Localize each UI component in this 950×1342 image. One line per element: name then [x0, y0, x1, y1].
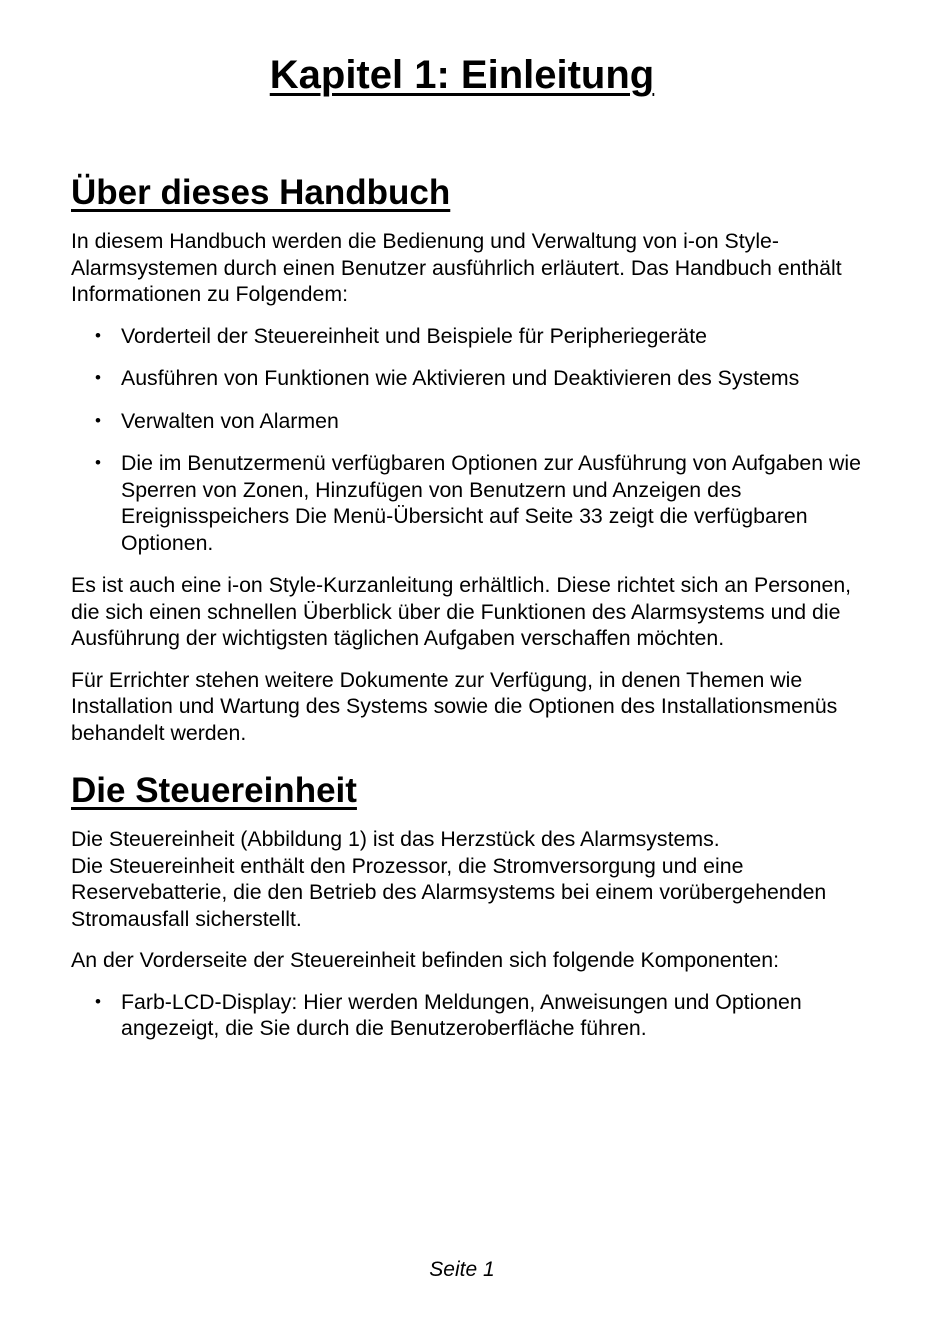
manual-contents-list — [71, 323, 871, 557]
list-item — [71, 365, 871, 392]
front-components-paragraph: An der Vorderseite der Steuereinheit befinden sich folgende Komponenten: — [71, 948, 780, 972]
list-item-text: Ausführen von Funktionen wie Aktivieren und Deaktivieren des Systems — [121, 366, 800, 390]
section-about-manual — [71, 168, 871, 746]
chapter-title: Kapitel 1: Einleitung — [269, 53, 655, 97]
list-item — [71, 323, 871, 350]
control-unit-paragraph-rest: Die Steuereinheit enthält den Prozessor, die Stromversorgung und eine Reservebatterie, die den Betrieb des Alarmsystems bei einem vorübergehenden Stromausfall sicherstellt. — [71, 853, 827, 931]
bullet-icon: • — [95, 453, 101, 472]
control-unit-paragraph — [71, 826, 871, 932]
list-item — [71, 450, 871, 556]
bullet-icon: • — [95, 410, 101, 430]
bullet-icon: • — [95, 368, 101, 387]
control-unit-paragraph-line1: Die Steuereinheit (Abbildung 1) ist das Herzstück des Alarmsystems. — [71, 827, 720, 851]
section-heading-control-unit: Die Steuereinheit — [71, 771, 357, 810]
section-control-unit — [71, 766, 871, 1042]
bullet-icon: • — [95, 325, 101, 345]
list-item-text: Vorderteil der Steuereinheit und Beispiele für Peripheriegeräte — [121, 323, 708, 348]
section-heading-about-manual: Über dieses Handbuch — [71, 173, 451, 212]
list-item — [71, 989, 871, 1042]
bullet-icon: • — [95, 991, 101, 1011]
front-components-list — [71, 989, 871, 1042]
list-item-text: Farb-LCD-Display: Hier werden Meldungen, Anweisungen und Optionen angezeigt, die Sie durch die Benutzeroberfläche führen. — [121, 989, 802, 1040]
intro-paragraph: In diesem Handbuch werden die Bedienung und Verwaltung von i-on Style-Alarmsystemen durch einen Benutzer ausführlich erläutert. Das Handbuch enthält Informationen zu Folgendem: — [71, 229, 842, 306]
page-number-footer: Seite 1 — [429, 1258, 495, 1281]
list-item — [71, 408, 871, 435]
quick-guide-paragraph: Es ist auch eine i-on Style-Kurzanleitung erhältlich. Diese richtet sich an Personen, die sich einen schnellen Überblick über die Funktionen des Alarmsystems und die Ausführung der wichtigsten täglichen Aufgaben verschaffen möchten. — [71, 573, 852, 650]
installer-docs-paragraph: Für Errichter stehen weitere Dokumente zur Verfügung, in denen Themen wie Installation und Wartung des Systems sowie die Optionen des Installationsmenüs behandelt werden. — [71, 667, 838, 745]
list-item-text: Die im Benutzermenü verfügbaren Optionen zur Ausführung von Aufgaben wie Sperren von Zonen, Hinzufügen von Benutzern und Anzeigen des Ereignisspeichers Die Menü-Übersicht auf Seite 33 zeigt die verfügbaren Optionen. — [121, 451, 861, 555]
list-item-text: Verwalten von Alarmen — [121, 408, 339, 433]
page-content — [71, 168, 871, 1058]
